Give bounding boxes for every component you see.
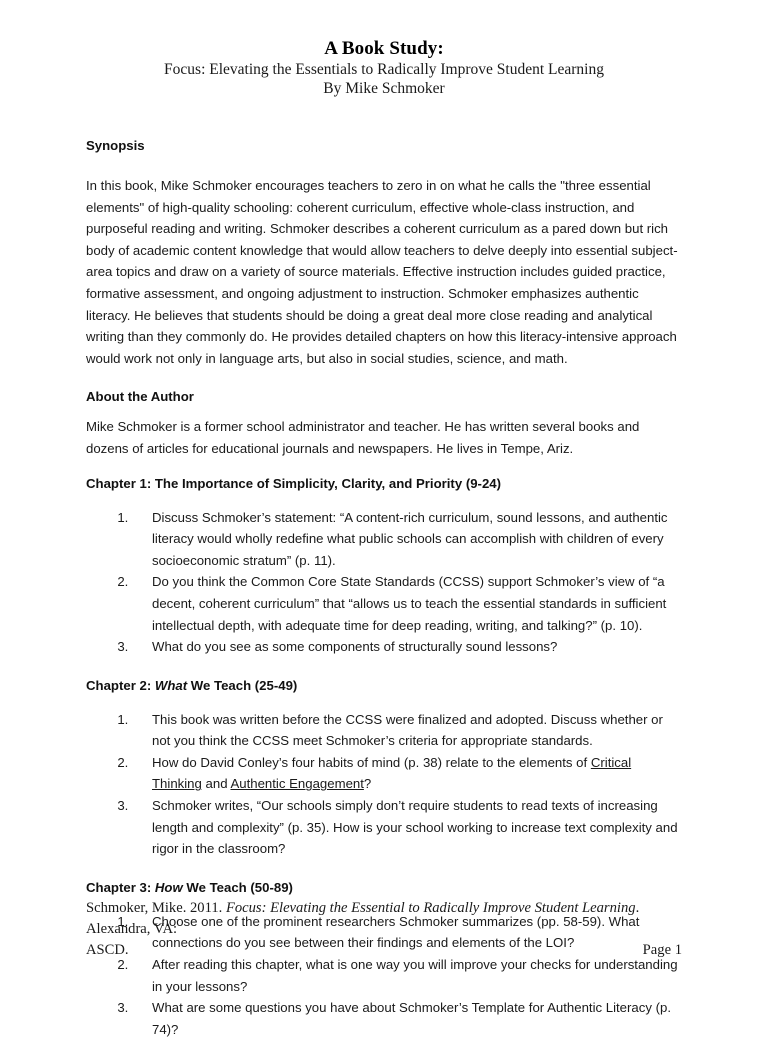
page-number: Page 1 [642,942,682,958]
heading-chapter-1 [86,474,682,493]
citation [86,898,682,940]
heading-chapter-3 [86,878,682,897]
list-item: 3. What do you see as some components of structurally sound lessons? [132,636,682,658]
chapter-2-heading-suffix: We Teach (25-49) [187,677,298,693]
list-item: 3. What are some questions you have about Schmoker’s Template for Authentic Literacy (p. 74)? [132,997,682,1040]
citation-line-2: ASCD. [86,942,129,958]
chapter-2-heading-italic: What [154,677,188,693]
chapter-3-heading-prefix: Chapter 3: [86,879,155,895]
citation-book-title: Focus: Elevating the Essential to Radically Improve Student Learning [225,900,636,916]
list-item: 1. This book was written before the CCSS were finalized and adopted. Discuss whether or not you think the CCSS meet Schmoker’s criteria for appropriate standards. [132,709,682,752]
title-block [86,38,682,98]
chapter-3-heading-italic: How [154,879,183,895]
chapter-2-heading-prefix: Chapter 2: [86,677,155,693]
q2-underline-authentic-engagement: Authentic Engagement [230,776,364,792]
page-title: A Book Study: [324,38,444,59]
heading-about-the-author: About the Author [86,389,194,405]
page-author: By Mike Schmoker [323,80,445,97]
q2-underline-critical-thinking: Critical Thinking [152,754,632,792]
paragraph-synopsis: In this book, Mike Schmoker encourages teachers to zero in on what he calls the "three essential elements" of high-quality schooling: coherent curriculum, effective whole-class instruction, and purposeful reading and writing. Schmoker describes a coherent curriculum as a pared down but rich body of academic content knowledge that would allow teachers to delve deeply into essential subject-area topics and draw on a variety of source materials. Effective instruction includes guided practice, formative assessment, and ongoing adjustment to instruction. Schmoker emphasizes authentic literacy. He believes that students should be doing a great deal more close reading and analytical writing than they commonly do. He provides detailed chapters on how this literacy-intensive approach would work not only in language arts, but also in social studies, science, and math. [86,178,678,366]
question-list-chapter-1 [86,507,682,658]
list-item: 2. Do you think the Common Core State Standards (CCSS) support Schmoker’s view of “a decent, coherent curriculum” that “allows us to teach the essential standards in sufficient intellectual depth, with adequate time for deep reading, writing, and talking?” (p. 10). [132,571,682,636]
citation-prefix: Schmoker, Mike. 2011. [86,900,226,916]
page-subtitle: Focus: Elevating the Essentials to Radically Improve Student Learning [164,61,604,78]
q2-text-before: How do David Conley’s four habits of mind (p. 38) relate to the elements of [152,754,591,770]
list-item: 3. Schmoker writes, “Our schools simply don’t require students to read texts of increasing length and complexity” (p. 35). How is your school working to increase text complexity and rigor in the classroom? [132,795,682,860]
list-item: 2. After reading this chapter, what is one way you will improve your checks for understanding in your lessons? [132,954,682,997]
list-item: 1. Choose one of the prominent researchers Schmoker summarizes (pp. 58-59). What connections do you see between their findings and elements of the LOI? [132,911,682,954]
heading-chapter-2 [86,676,682,695]
q2-text-middle: and [201,776,231,792]
list-item [132,752,682,795]
chapter-3-heading-suffix: We Teach (50-89) [182,879,293,895]
chapter-1-heading-prefix: Chapter 1: The Importance of Simplicity, Clarity, and Priority (9-24) [86,475,501,491]
q2-text-after: ? [363,776,372,792]
question-list-chapter-2 [86,709,682,860]
citation-publisher: . Alexandra, VA: [86,900,640,937]
footer-bottom-row [86,940,682,961]
list-item: 1. Discuss Schmoker’s statement: “A content-rich curriculum, sound lessons, and authentic literacy would wholly redefine what public schools can accomplish with children of every socioeconomic stratum” (p. 11). [132,507,682,572]
paragraph-about-the-author: Mike Schmoker is a former school administrator and teacher. He has written several books and dozens of articles for educational journals and newspapers. He lives in Tempe, Ariz. [86,419,640,456]
page-footer [86,898,682,961]
heading-synopsis: Synopsis [86,138,145,153]
